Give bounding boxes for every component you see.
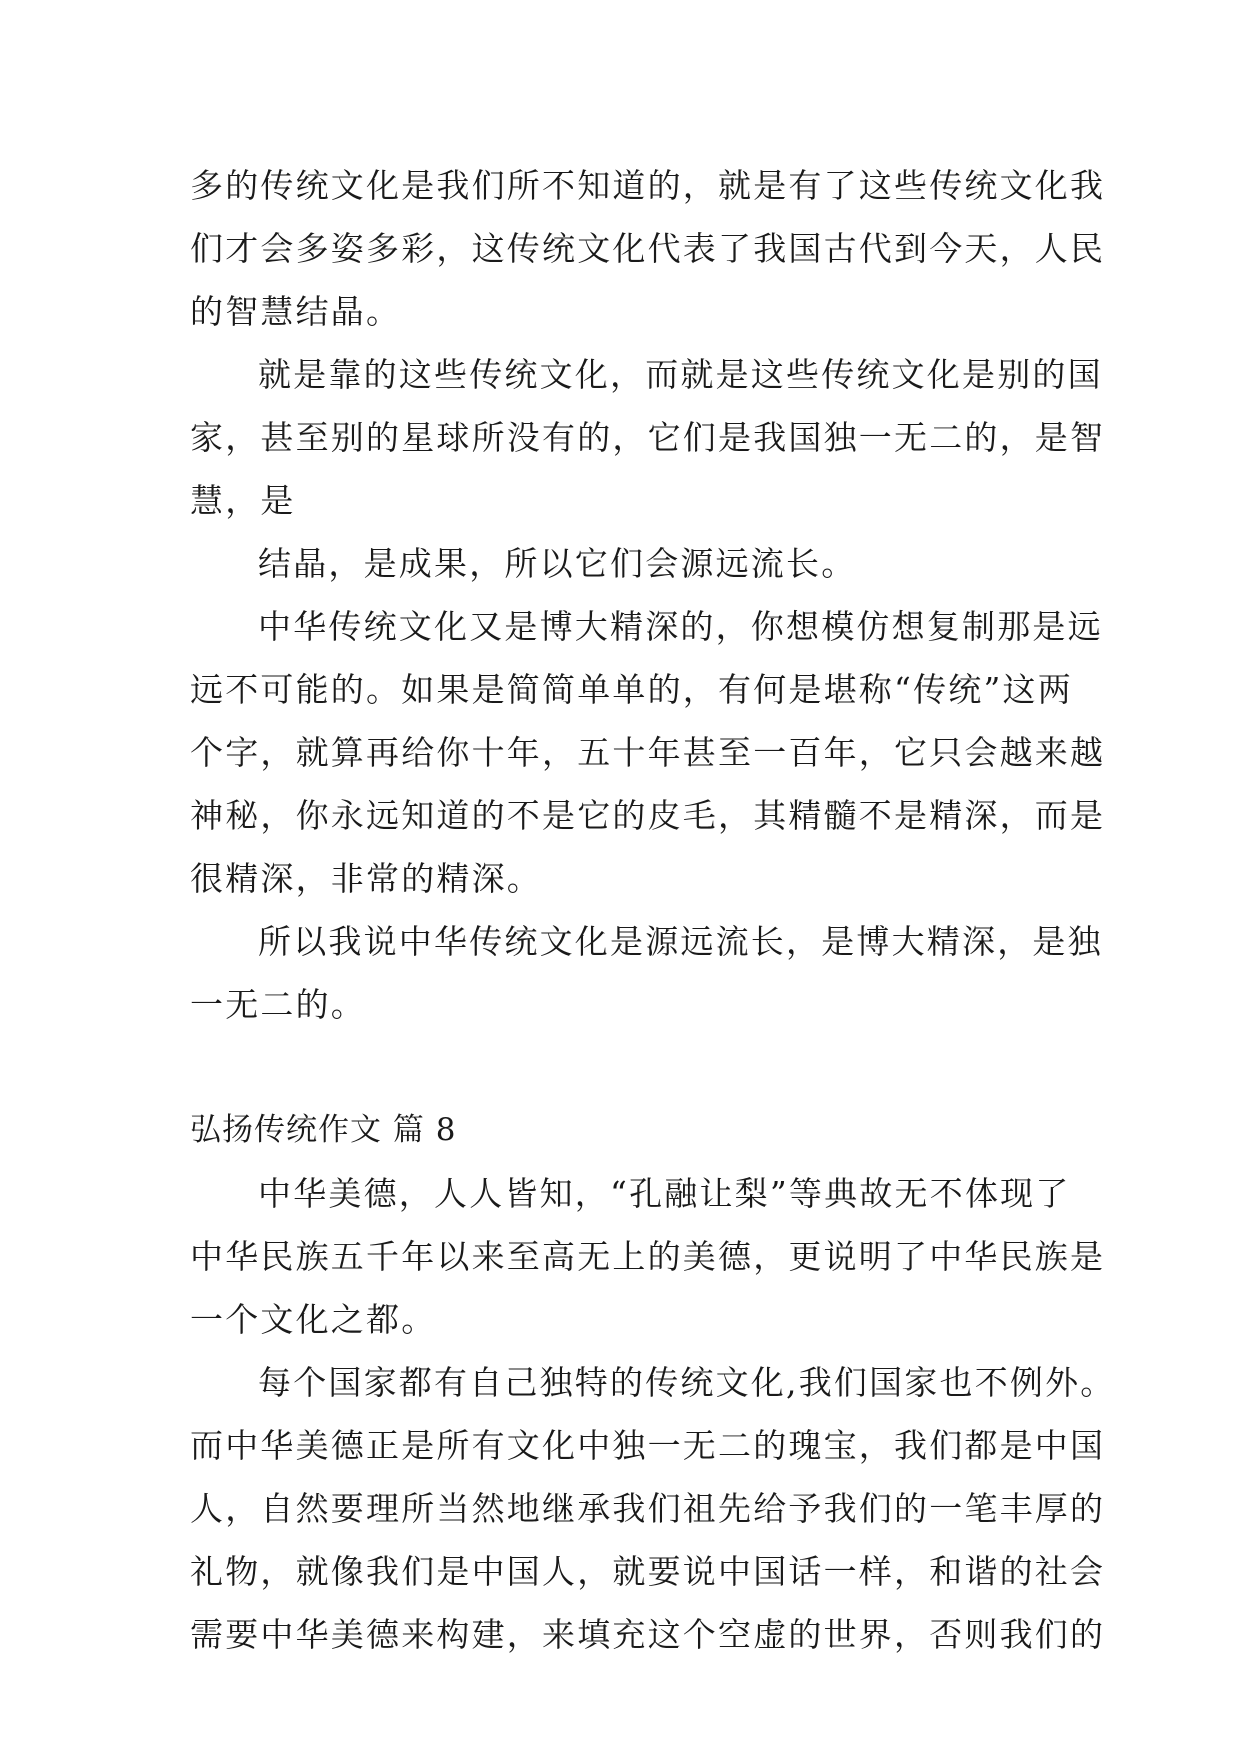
paragraph xyxy=(190,1162,1106,1351)
text-line: 每个国家都有自己独特的传统文化,我们国家也不例外。 xyxy=(258,1363,1116,1402)
text-line: 需要中华美德来构建，来填充这个空虚的世界，否则我们的 xyxy=(190,1615,1106,1654)
text-line: 中华传统文化又是博大精深的，你想模仿想复制那是远 xyxy=(258,607,1103,646)
text-line: 神秘，你永远知道的不是它的皮毛，其精髓不是精深，而是 xyxy=(190,796,1106,835)
text-line: 慧，是 xyxy=(190,481,296,520)
text-line: 们才会多姿多彩，这传统文化代表了我国古代到今天，人民 xyxy=(190,229,1106,268)
document-page xyxy=(190,154,1116,1666)
paragraph xyxy=(190,343,1106,532)
text-line: 而中华美德正是所有文化中独一无二的瑰宝，我们都是中国 xyxy=(190,1426,1106,1465)
paragraph xyxy=(190,1351,1116,1666)
text-line: 一无二的。 xyxy=(190,985,366,1024)
text-line: 的智慧结晶。 xyxy=(190,292,402,331)
section-heading: 弘扬传统作文 篇 8 xyxy=(190,1112,457,1148)
text-line: 一个文化之都。 xyxy=(190,1300,437,1339)
text-line: 远不可能的。如果是简简单单的，有何是堪称“传统”这两 xyxy=(190,670,1073,709)
text-line: 家，甚至别的星球所没有的，它们是我国独一无二的，是智 xyxy=(190,418,1106,457)
text-line: 结晶，是成果，所以它们会源远流长。 xyxy=(258,544,857,583)
text-line: 人，自然要理所当然地继承我们祖先给予我们的一笔丰厚的 xyxy=(190,1489,1106,1528)
text-line: 多的传统文化是我们所不知道的，就是有了这些传统文化我 xyxy=(190,166,1106,205)
text-line: 礼物，就像我们是中国人，就要说中国话一样，和谐的社会 xyxy=(190,1552,1106,1591)
text-line: 个字，就算再给你十年，五十年甚至一百年，它只会越来越 xyxy=(190,733,1106,772)
text-line: 就是靠的这些传统文化，而就是这些传统文化是别的国 xyxy=(258,355,1103,394)
paragraph xyxy=(190,910,1103,1036)
paragraph xyxy=(190,595,1106,910)
text-line: 中华民族五千年以来至高无上的美德，更说明了中华民族是 xyxy=(190,1237,1106,1276)
text-line: 很精深，非常的精深。 xyxy=(190,859,542,898)
text-line: 中华美德，人人皆知，“孔融让梨”等典故无不体现了 xyxy=(258,1174,1071,1213)
text-line: 所以我说中华传统文化是源远流长，是博大精深，是独 xyxy=(258,922,1103,961)
paragraph-continuation xyxy=(190,154,1106,343)
section-spacer xyxy=(190,1036,1050,1099)
paragraph xyxy=(190,532,1050,595)
